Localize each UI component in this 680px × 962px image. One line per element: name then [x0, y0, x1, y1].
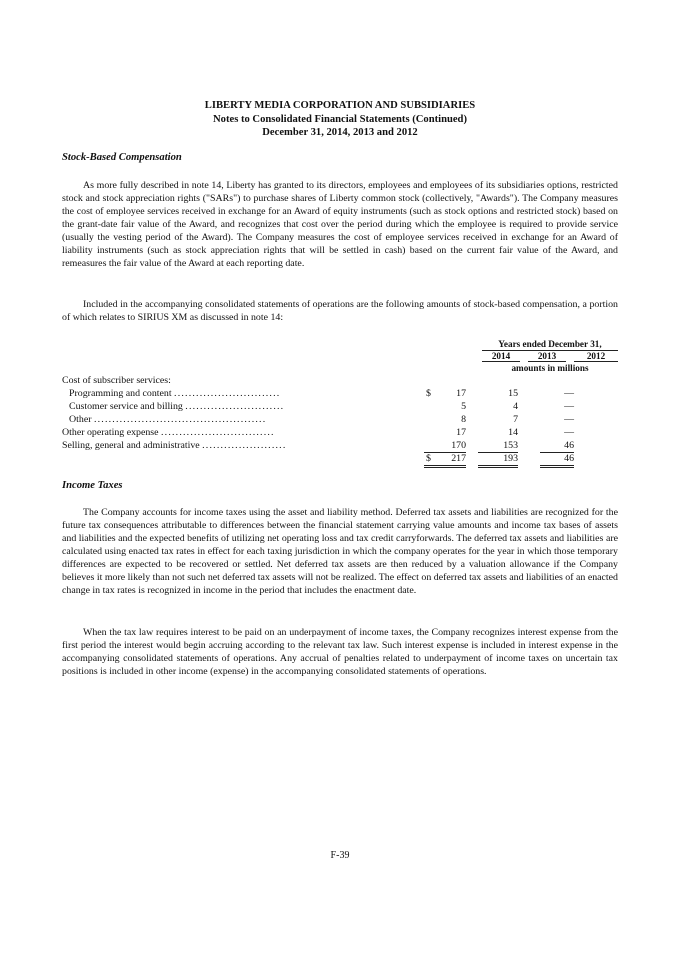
value-2012: — [564, 401, 574, 412]
row-label: Selling, general and administrative ....................... [62, 440, 287, 451]
value-2014: 170 [424, 439, 466, 453]
total-2012: 46 [540, 452, 574, 468]
dates-line: December 31, 2014, 2013 and 2012 [262, 127, 418, 138]
table-units-label: amounts in millions [511, 363, 589, 373]
document-header [0, 99, 680, 140]
value-2013: 14 [508, 427, 518, 438]
value-2012: 46 [540, 439, 574, 453]
year-2014-header: 2014 [482, 351, 520, 362]
group-label: Cost of subscriber services: [62, 375, 171, 386]
value-2012: — [564, 414, 574, 425]
table-group-row [62, 374, 618, 387]
stock-comp-heading: Stock-Based Compensation [62, 152, 182, 163]
notes-title: Notes to Consolidated Financial Statements (Continued) [213, 113, 467, 125]
value-2014: 5 [461, 401, 466, 412]
company-name: LIBERTY MEDIA CORPORATION AND SUBSIDIARIES [204, 100, 476, 111]
table-row [62, 439, 618, 452]
currency-symbol: $ [426, 453, 431, 464]
table-years-header: Years ended December 31, [482, 339, 618, 351]
table-total-row [62, 452, 618, 465]
income-taxes-paragraph-2: When the tax law requires interest to be paid on an underpayment of income taxes, the Company recognizes interest expense from the first period the interest would begin accruing according to the relevant tax law. Such interest expense is included in interest expense in the accompanying consolidated statements of operations. Any accrual of penalties related to underpayment of income taxes on uncertain tax positions is included in other income (expense) in the accompanying consolidated statements of operations. [62, 627, 618, 678]
income-taxes-paragraph-1: The Company accounts for income taxes using the asset and liability method. Deferred tax assets and liabilities are recognized for the future tax consequences attributable to differences between the financial statement carrying value amounts and income tax bases of assets and liabilities and the expected benefits of utilizing net operating loss and tax credit carryforwards. The deferred tax assets and liabilities are calculated using enacted tax rates in effect for each taxing jurisdiction in which the company operates for the year in which those temporary differences are expected to be recovered or settled. Net deferred tax assets are then reduced by a valuation allowance if the Company believes it more likely than not such net deferred tax assets will not be realized. The effect on deferred tax assets and liabilities of an enacted change in tax rates is recognized in income in the period that includes the enactment date. [62, 507, 618, 597]
total-2013: 193 [478, 452, 518, 468]
value-2014: 8 [461, 414, 466, 425]
page-number: F-39 [330, 850, 350, 861]
row-label: Programming and content ............................. [69, 388, 281, 399]
table-row [62, 413, 618, 426]
row-label: Other ............................................... [69, 414, 267, 425]
year-2013-header: 2013 [528, 351, 566, 362]
value-2013: 15 [508, 388, 518, 399]
table-row [62, 387, 618, 400]
year-2012-header: 2012 [574, 351, 618, 362]
stock-comp-paragraph-2: Included in the accompanying consolidated statements of operations are the following amounts of stock-based compensation, a portion of which relates to SIRIUS XM as discussed in note 14: [62, 299, 618, 324]
value-2014: 17 [456, 427, 466, 438]
stock-comp-paragraph-1: As more fully described in note 14, Liberty has granted to its directors, employees and employees of its subsidiaries options, restricted stock and stock appreciation rights ("SARs") to purchase shares of Liberty common stock (collectively, "Awards"). The Company measures the cost of employee services received in exchange for an Award of equity instruments (such as stock options and restricted stock) based on the grant-date fair value of the Award, and recognizes that cost over the period during which the employee is required to provide service (usually the vesting period of the Award). The Company measures the cost of employee services received in exchange for an Award of liability instruments (such as stock appreciation rights that will be settled in cash) based on the current fair value of the Award, and remeasures the fair value of the Award at each reporting date. [62, 180, 618, 270]
table-row [62, 426, 618, 439]
income-taxes-heading: Income Taxes [62, 480, 123, 491]
value-2014: 17 [456, 388, 466, 399]
currency-symbol: $ [426, 388, 431, 399]
value-2013: 4 [513, 401, 518, 412]
row-label: Customer service and billing ........................... [69, 401, 285, 412]
table-row [62, 400, 618, 413]
row-label: Other operating expense ............................... [62, 427, 275, 438]
value-2013: 7 [513, 414, 518, 425]
value-2012: — [564, 388, 574, 399]
value-2013: 153 [478, 439, 518, 453]
total-2014: 217 [424, 452, 466, 468]
value-2012: — [564, 427, 574, 438]
